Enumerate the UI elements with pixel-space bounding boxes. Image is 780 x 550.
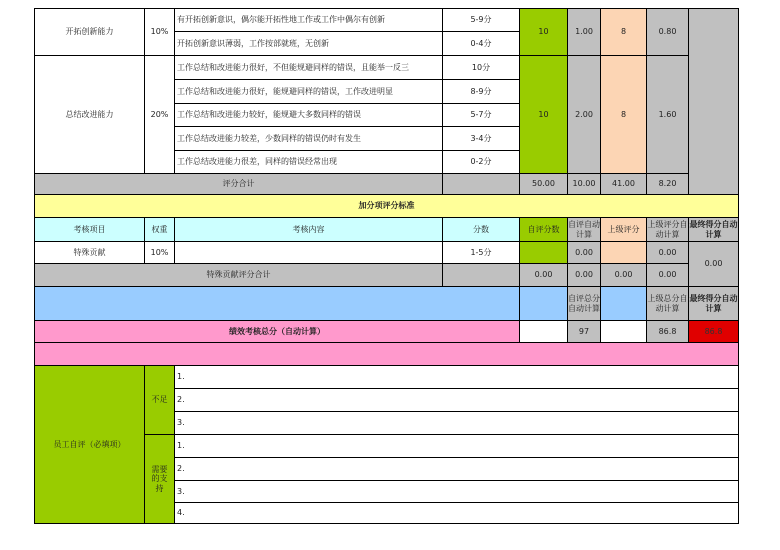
summary-header-blank: [34, 286, 520, 321]
bonus-total-superior: 0.00: [600, 263, 647, 287]
header-item: 考核项目: [34, 217, 145, 242]
bonus-superior-score[interactable]: [600, 241, 647, 264]
item-weight-improvement: 20%: [144, 55, 175, 174]
bonus-total-superior-auto: 0.00: [646, 263, 689, 287]
shortcoming-line-2[interactable]: 2.: [174, 388, 739, 412]
shortcomings-label: 不足: [144, 365, 175, 435]
right-gray-column: [688, 8, 739, 195]
header-self-auto: 自评自动计算: [567, 217, 601, 242]
pink-spacer-row: [34, 342, 739, 366]
shortcoming-line-1[interactable]: 1.: [174, 365, 739, 389]
summary-header-superior-total: 上级总分自动计算: [646, 286, 689, 321]
performance-self-total: 97: [567, 320, 601, 343]
score-range-improvement-5: 0-2分: [442, 150, 520, 174]
bonus-total-self-auto: 0.00: [567, 263, 601, 287]
performance-total-label: 绩效考核总分（自动计算）: [34, 320, 520, 343]
score-total-label: 评分合计: [34, 173, 443, 195]
header-superior: 上级评分: [600, 217, 647, 242]
support-line-3[interactable]: 3.: [174, 480, 739, 503]
summary-header-self-total: 自评总分自动计算: [567, 286, 601, 321]
bonus-superior-auto: 0.00: [646, 241, 689, 264]
support-line-4[interactable]: 4.: [174, 502, 739, 524]
score-range-improvement-2: 8-9分: [442, 79, 520, 104]
bonus-final: 0.00: [688, 241, 739, 287]
bonus-item-score-range: 1-5分: [442, 241, 520, 264]
performance-final-score: 86.8: [688, 320, 739, 343]
bonus-total-self: 0.00: [519, 263, 568, 287]
summary-header-blank-2: [519, 286, 568, 321]
score-range-improvement-4: 3-4分: [442, 126, 520, 151]
criteria-innovation-2: 开拓创新意识薄弱，工作按部就班，无创新: [174, 31, 443, 56]
item-name-innovation: 开拓创新能力: [34, 8, 145, 56]
score-total-final: 8.20: [646, 173, 689, 195]
score-range-innovation-1: 5-9分: [442, 8, 520, 32]
superior-score-innovation[interactable]: 8: [600, 8, 647, 56]
performance-blank-1: [519, 320, 568, 343]
bonus-section-title: 加分项评分标准: [34, 194, 739, 218]
score-total-range: [442, 173, 520, 195]
header-superior-auto: 上级评分自动计算: [646, 217, 689, 242]
self-score-improvement[interactable]: 10: [519, 55, 568, 174]
bonus-item-name: 特殊贡献: [34, 241, 145, 264]
header-final: 最终得分自动计算: [688, 217, 739, 242]
bonus-item-content[interactable]: [174, 241, 443, 264]
criteria-improvement-5: 工作总结改进能力很差，同样的错误经常出现: [174, 150, 443, 174]
score-range-improvement-3: 5-7分: [442, 103, 520, 127]
header-score: 分数: [442, 217, 520, 242]
support-line-1[interactable]: 1.: [174, 434, 739, 458]
support-label: 需要的支持: [144, 434, 175, 524]
bonus-self-auto: 0.00: [567, 241, 601, 264]
final-auto-innovation: 0.80: [646, 8, 689, 56]
bonus-item-weight: 10%: [144, 241, 175, 264]
item-name-improvement: 总结改进能力: [34, 55, 145, 174]
self-auto-improvement: 2.00: [567, 55, 601, 174]
summary-header-blank-3: [600, 286, 647, 321]
score-total-ratio: 10.00: [567, 173, 601, 195]
performance-superior-total: 86.8: [646, 320, 689, 343]
criteria-improvement-1: 工作总结和改进能力很好，不但能规避同样的错误，且能举一反三: [174, 55, 443, 80]
bonus-self-score[interactable]: [519, 241, 568, 264]
performance-blank-2: [600, 320, 647, 343]
support-line-2[interactable]: 2.: [174, 457, 739, 481]
self-eval-label: 员工自评（必填项）: [34, 365, 145, 524]
superior-score-improvement[interactable]: 8: [600, 55, 647, 174]
item-weight-innovation: 10%: [144, 8, 175, 56]
header-weight: 权重: [144, 217, 175, 242]
score-range-innovation-2: 0-4分: [442, 31, 520, 56]
final-auto-improvement: 1.60: [646, 55, 689, 174]
header-self: 自评分数: [519, 217, 568, 242]
criteria-improvement-4: 工作总结改进能力较差，少数同样的错误仍时有发生: [174, 126, 443, 151]
summary-header-final: 最终得分自动计算: [688, 286, 739, 321]
shortcoming-line-3[interactable]: 3.: [174, 411, 739, 435]
criteria-improvement-2: 工作总结和改进能力很好，能规避同样的错误，工作改进明显: [174, 79, 443, 104]
bonus-total-label: 特殊贡献评分合计: [34, 263, 443, 287]
score-range-improvement-1: 10分: [442, 55, 520, 80]
header-content: 考核内容: [174, 217, 443, 242]
score-total-self: 50.00: [519, 173, 568, 195]
bonus-total-range: [442, 263, 520, 287]
self-score-innovation[interactable]: 10: [519, 8, 568, 56]
score-total-superior: 41.00: [600, 173, 647, 195]
criteria-improvement-3: 工作总结和改进能力较好，能规避大多数同样的错误: [174, 103, 443, 127]
self-auto-innovation: 1.00: [567, 8, 601, 56]
criteria-innovation-1: 有开拓创新意识，偶尔能开拓性地工作或工作中偶尔有创新: [174, 8, 443, 32]
